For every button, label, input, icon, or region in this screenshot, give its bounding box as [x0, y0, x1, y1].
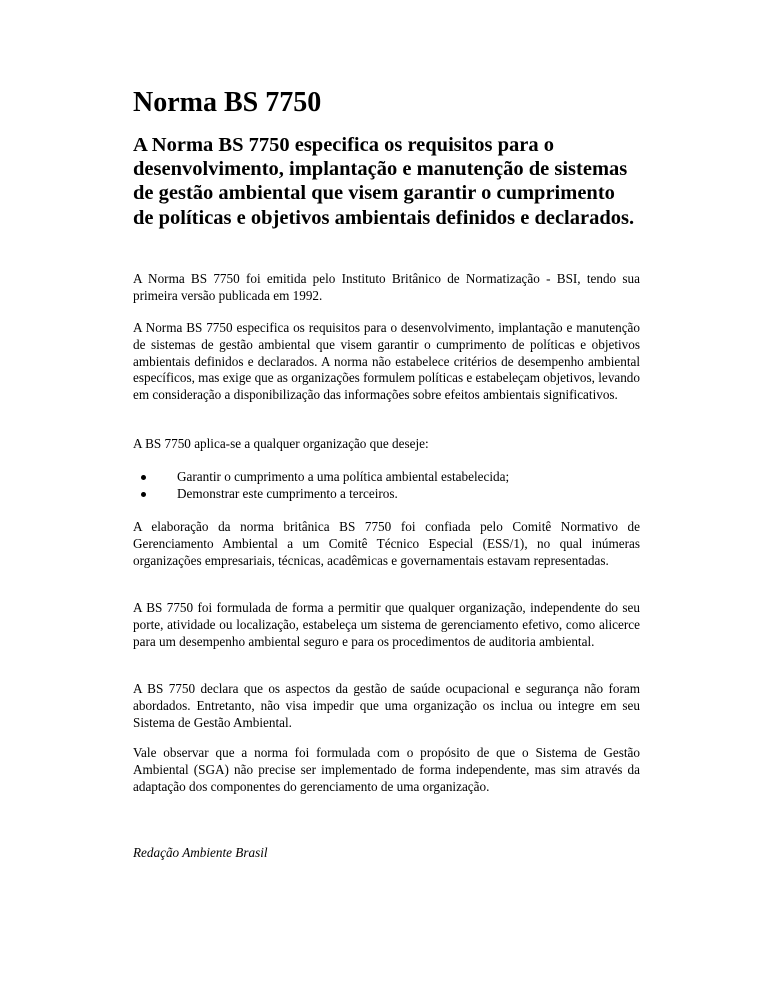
paragraph-applicability: A BS 7750 aplica-se a qualquer organização que deseje:: [133, 436, 429, 451]
paragraph-origin: A Norma BS 7750 foi emitida pelo Instituto Britânico de Normatização - BSI, tendo sua primeira versão publicada em 1992.: [133, 271, 640, 303]
list-item-text: Demonstrar este cumprimento a terceiros.: [177, 485, 398, 501]
bullet-icon: [141, 475, 146, 480]
bullet-icon: [141, 492, 146, 497]
list-item-text: Garantir o cumprimento a uma política ambiental estabelecida;: [177, 469, 510, 484]
paragraph-scope: A BS 7750 declara que os aspectos da gestão de saúde ocupacional e segurança não foram abordados. Entretanto, não visa impedir que uma organização os inclua ou integre em seu Sistema de Gestão Ambiental.: [133, 681, 640, 730]
list-item: [133, 469, 640, 486]
paragraph-formulation: A BS 7750 foi formulada de forma a permitir que qualquer organização, independente do seu porte, atividade ou localização, estabeleça um sistema de gerenciamento efetivo, como alicerce para um desempenho ambiental seguro e para os procedimentos de auditoria ambiental.: [133, 600, 640, 649]
paragraph-requirements: A Norma BS 7750 especifica os requisitos para o desenvolvimento, implantação e manutenção de sistemas de gestão ambiental que visem garantir o cumprimento de políticas e objetivos ambientais definidos e declarados. A norma não estabelece critérios de desempenho ambiental específicos, mas exige que as organizações formulem políticas e estabeleçam objetivos, levando em consideração a disponibilização das informações sobre efeitos ambientais significativos.: [133, 320, 640, 403]
author-signature: Redação Ambiente Brasil: [133, 845, 268, 860]
bullet-list: [133, 469, 640, 503]
page-subtitle: A Norma BS 7750 especifica os requisitos para o desenvolvimento, implantação e manutenção de sistemas de gestão ambiental que visem garantir o cumprimento de políticas e objetivos ambientais definidos e declarados.: [133, 134, 635, 229]
paragraph-observation: Vale observar que a norma foi formulada com o propósito de que o Sistema de Gestão Ambiental (SGA) não precise ser implementado de forma independente, mas sim através da adaptação dos componentes do gerenciamento de uma organização.: [133, 745, 640, 794]
paragraph-elaboration: A elaboração da norma britânica BS 7750 foi confiada pelo Comitê Normativo de Gerenciamento Ambiental a um Comitê Técnico Especial (ESS/1), no qual inúmeras organizações empresariais, técnicas, acadêmicas e governamentais estavam representadas.: [133, 519, 640, 568]
list-item: [133, 486, 640, 503]
page-title: Norma BS 7750: [133, 87, 322, 118]
